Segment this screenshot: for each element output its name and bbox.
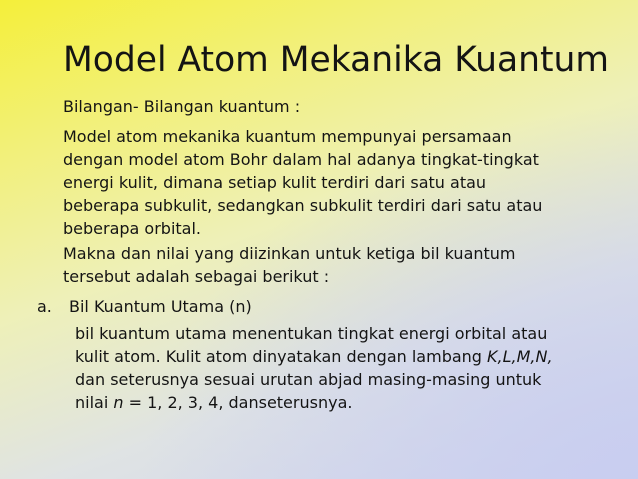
paragraph-1 <box>63 125 542 240</box>
paragraph-1-line: Model atom mekanika kuantum mempunyai persamaan <box>63 127 512 146</box>
shell-symbols: K,L,M,N, <box>487 347 553 366</box>
item-a-body <box>75 322 553 414</box>
paragraph-2 <box>63 242 516 288</box>
item-a-line2-text: kulit atom. Kulit atom dinyatakan dengan lambang <box>75 347 488 366</box>
paragraph-1-line: dengan model atom Bohr dalam hal adanya tingkat-tingkat <box>63 150 539 169</box>
quantum-variable-n: n <box>113 393 124 412</box>
paragraph-1-line: energi kulit, dimana setiap kulit terdiri dari satu atau <box>63 173 487 192</box>
item-a-line <box>75 345 553 368</box>
paragraph-1-line: beberapa orbital. <box>63 219 202 238</box>
item-a-line <box>75 391 553 414</box>
item-a-heading: Bil Kuantum Utama (n) <box>69 297 252 316</box>
paragraph-1-line: beberapa subkulit, sedangkan subkulit terdiri dari satu atau <box>63 196 543 215</box>
item-a-line4-prefix: nilai <box>75 393 114 412</box>
paragraph-2-line: Makna dan nilai yang diizinkan untuk ketiga bil kuantum <box>63 244 516 263</box>
item-a-line: dan seterusnya sesuai urutan abjad masing-masing untuk <box>75 370 542 389</box>
item-a-marker: a. <box>37 297 52 316</box>
item-a-line: bil kuantum utama menentukan tingkat energi orbital atau <box>75 324 548 343</box>
slide-title: Model Atom Mekanika Kuantum <box>63 40 609 80</box>
item-a-line4-suffix: = 1, 2, 3, 4, danseterusnya. <box>123 393 353 412</box>
subtitle: Bilangan- Bilangan kuantum : <box>63 97 301 116</box>
paragraph-2-line: tersebut adalah sebagai berikut : <box>63 267 330 286</box>
